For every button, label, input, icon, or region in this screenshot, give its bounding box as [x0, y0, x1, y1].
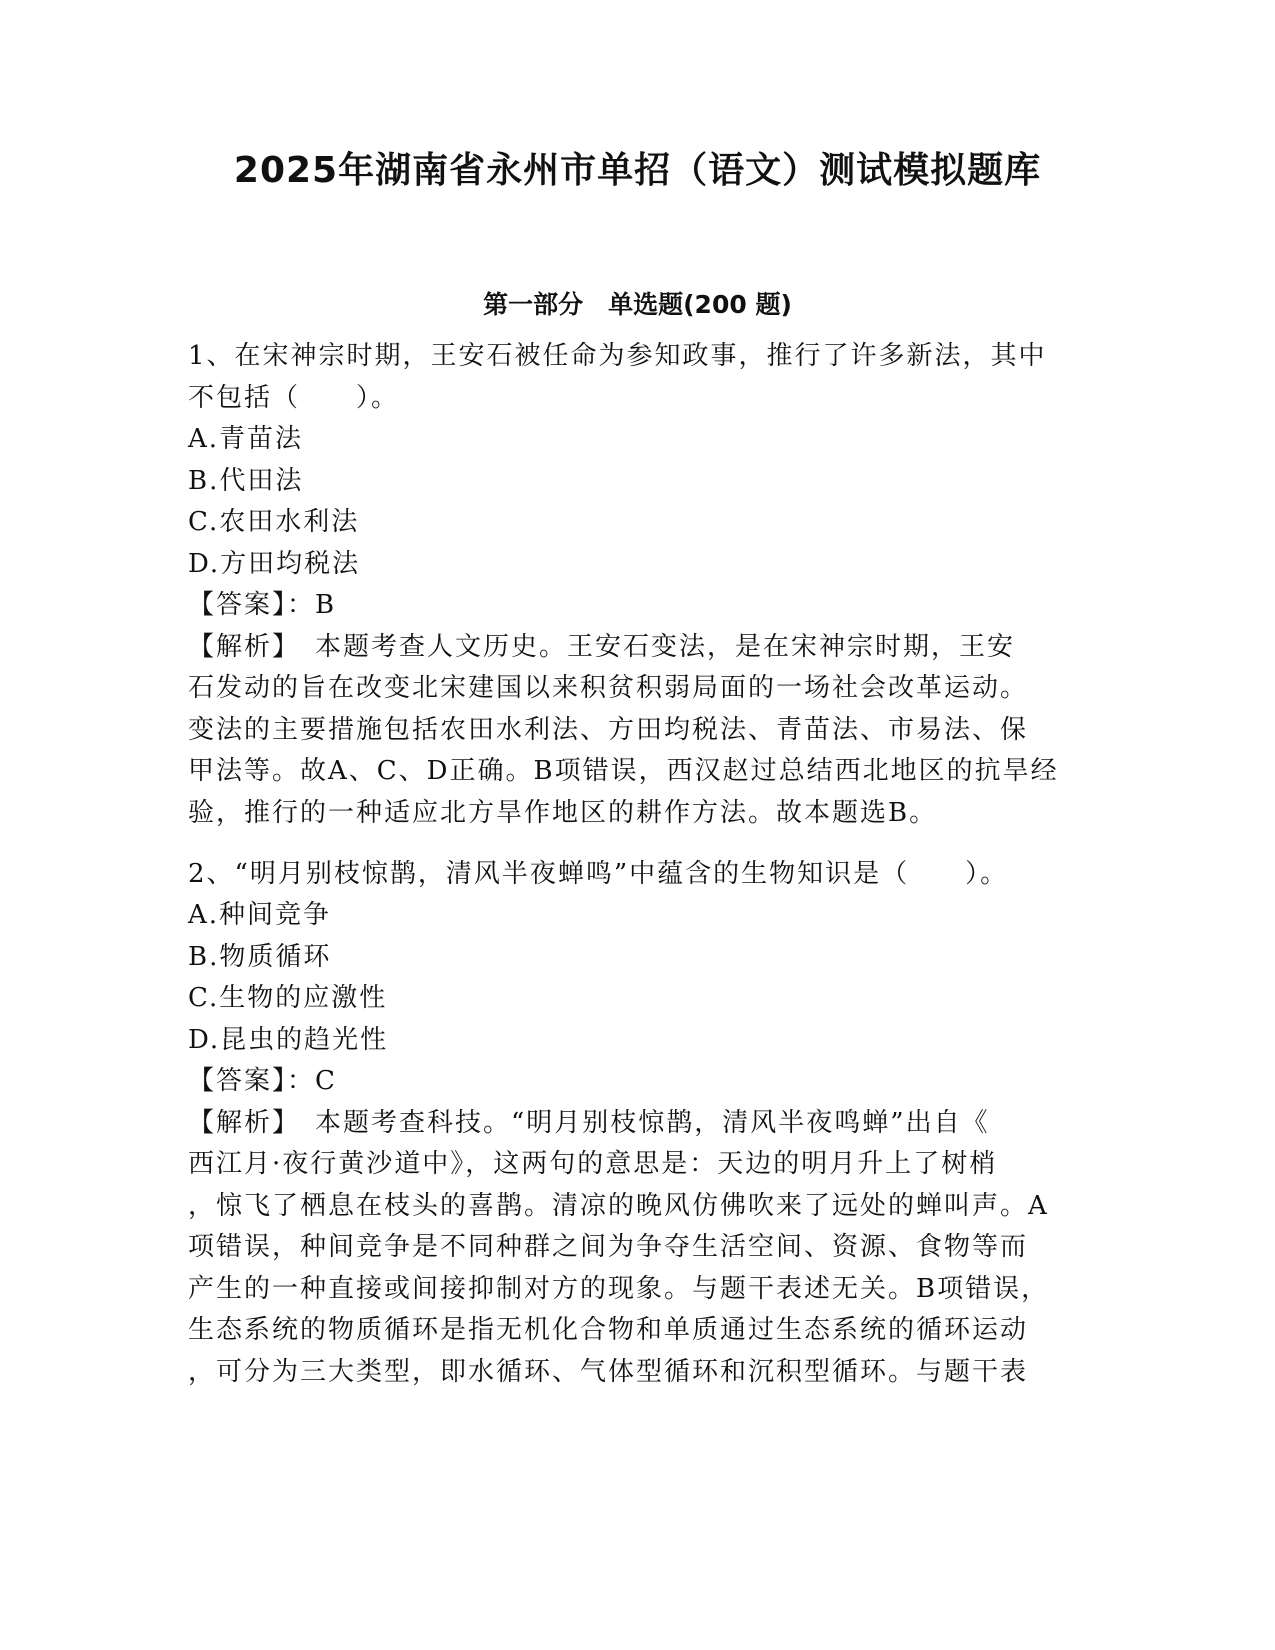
option-c: C.农田水利法 [188, 507, 360, 537]
document-title: 2025年湖南省永州市单招（语文）测试模拟题库 [233, 150, 1042, 191]
option-d: D.方田均税法 [188, 549, 361, 579]
analysis-line: ，可分为三大类型，即水循环、气体型循环和沉积型循环。与题干表 [188, 1357, 1029, 1387]
analysis-line: 石发动的旨在改变北宋建国以来积贫积弱局面的一场社会改革运动。 [188, 673, 1029, 703]
analysis-line: 产生的一种直接或间接抑制对方的现象。与题干表述无关。B项错误， [188, 1274, 1050, 1304]
section-heading: 第一部分 单选题(200 题) [483, 290, 792, 319]
analysis-line: 验，推行的一种适应北方旱作地区的耕作方法。故本题选B。 [188, 798, 938, 828]
analysis-line: 变法的主要措施包括农田水利法、方田均税法、青苗法、市易法、保 [188, 715, 1029, 745]
option-a: A.青苗法 [188, 424, 304, 454]
option-a: A.种间竞争 [188, 900, 332, 930]
question-stem-line: 1、在宋神宗时期，王安石被任命为参知政事，推行了许多新法，其中 [188, 341, 1047, 371]
option-d: D.昆虫的趋光性 [188, 1025, 389, 1055]
question-stem-line: 2、“明月别枝惊鹊，清风半夜蝉鸣”中蕴含的生物知识是（ ）。 [188, 859, 1009, 889]
answer-line: 【答案】：B [188, 590, 337, 620]
analysis-line: 【解析】 本题考查人文历史。王安石变法，是在宋神宗时期，王安 [188, 632, 1016, 662]
analysis-line: 生态系统的物质循环是指无机化合物和单质通过生态系统的循环运动 [188, 1315, 1029, 1345]
option-c: C.生物的应激性 [188, 983, 388, 1013]
analysis-line: 西江月·夜行黄沙道中》，这两句的意思是：天边的明月升上了树梢 [188, 1149, 998, 1179]
analysis-line: 甲法等。故A、C、D正确。B项错误，西汉赵过总结西北地区的抗旱经 [188, 756, 1059, 786]
analysis-line: ，惊飞了栖息在枝头的喜鹊。清凉的晚风仿佛吹来了远处的蝉叫声。A [188, 1191, 1049, 1221]
analysis-line: 项错误，种间竞争是不同种群之间为争夺生活空间、资源、食物等而 [188, 1232, 1029, 1262]
answer-line: 【答案】：C [188, 1066, 337, 1096]
analysis-line: 【解析】 本题考查科技。“明月别枝惊鹊，清风半夜鸣蝉”出自《 [188, 1108, 990, 1138]
option-b: B.物质循环 [188, 942, 332, 972]
option-b: B.代田法 [188, 466, 304, 496]
question-stem-line: 不包括（ ）。 [188, 383, 400, 413]
